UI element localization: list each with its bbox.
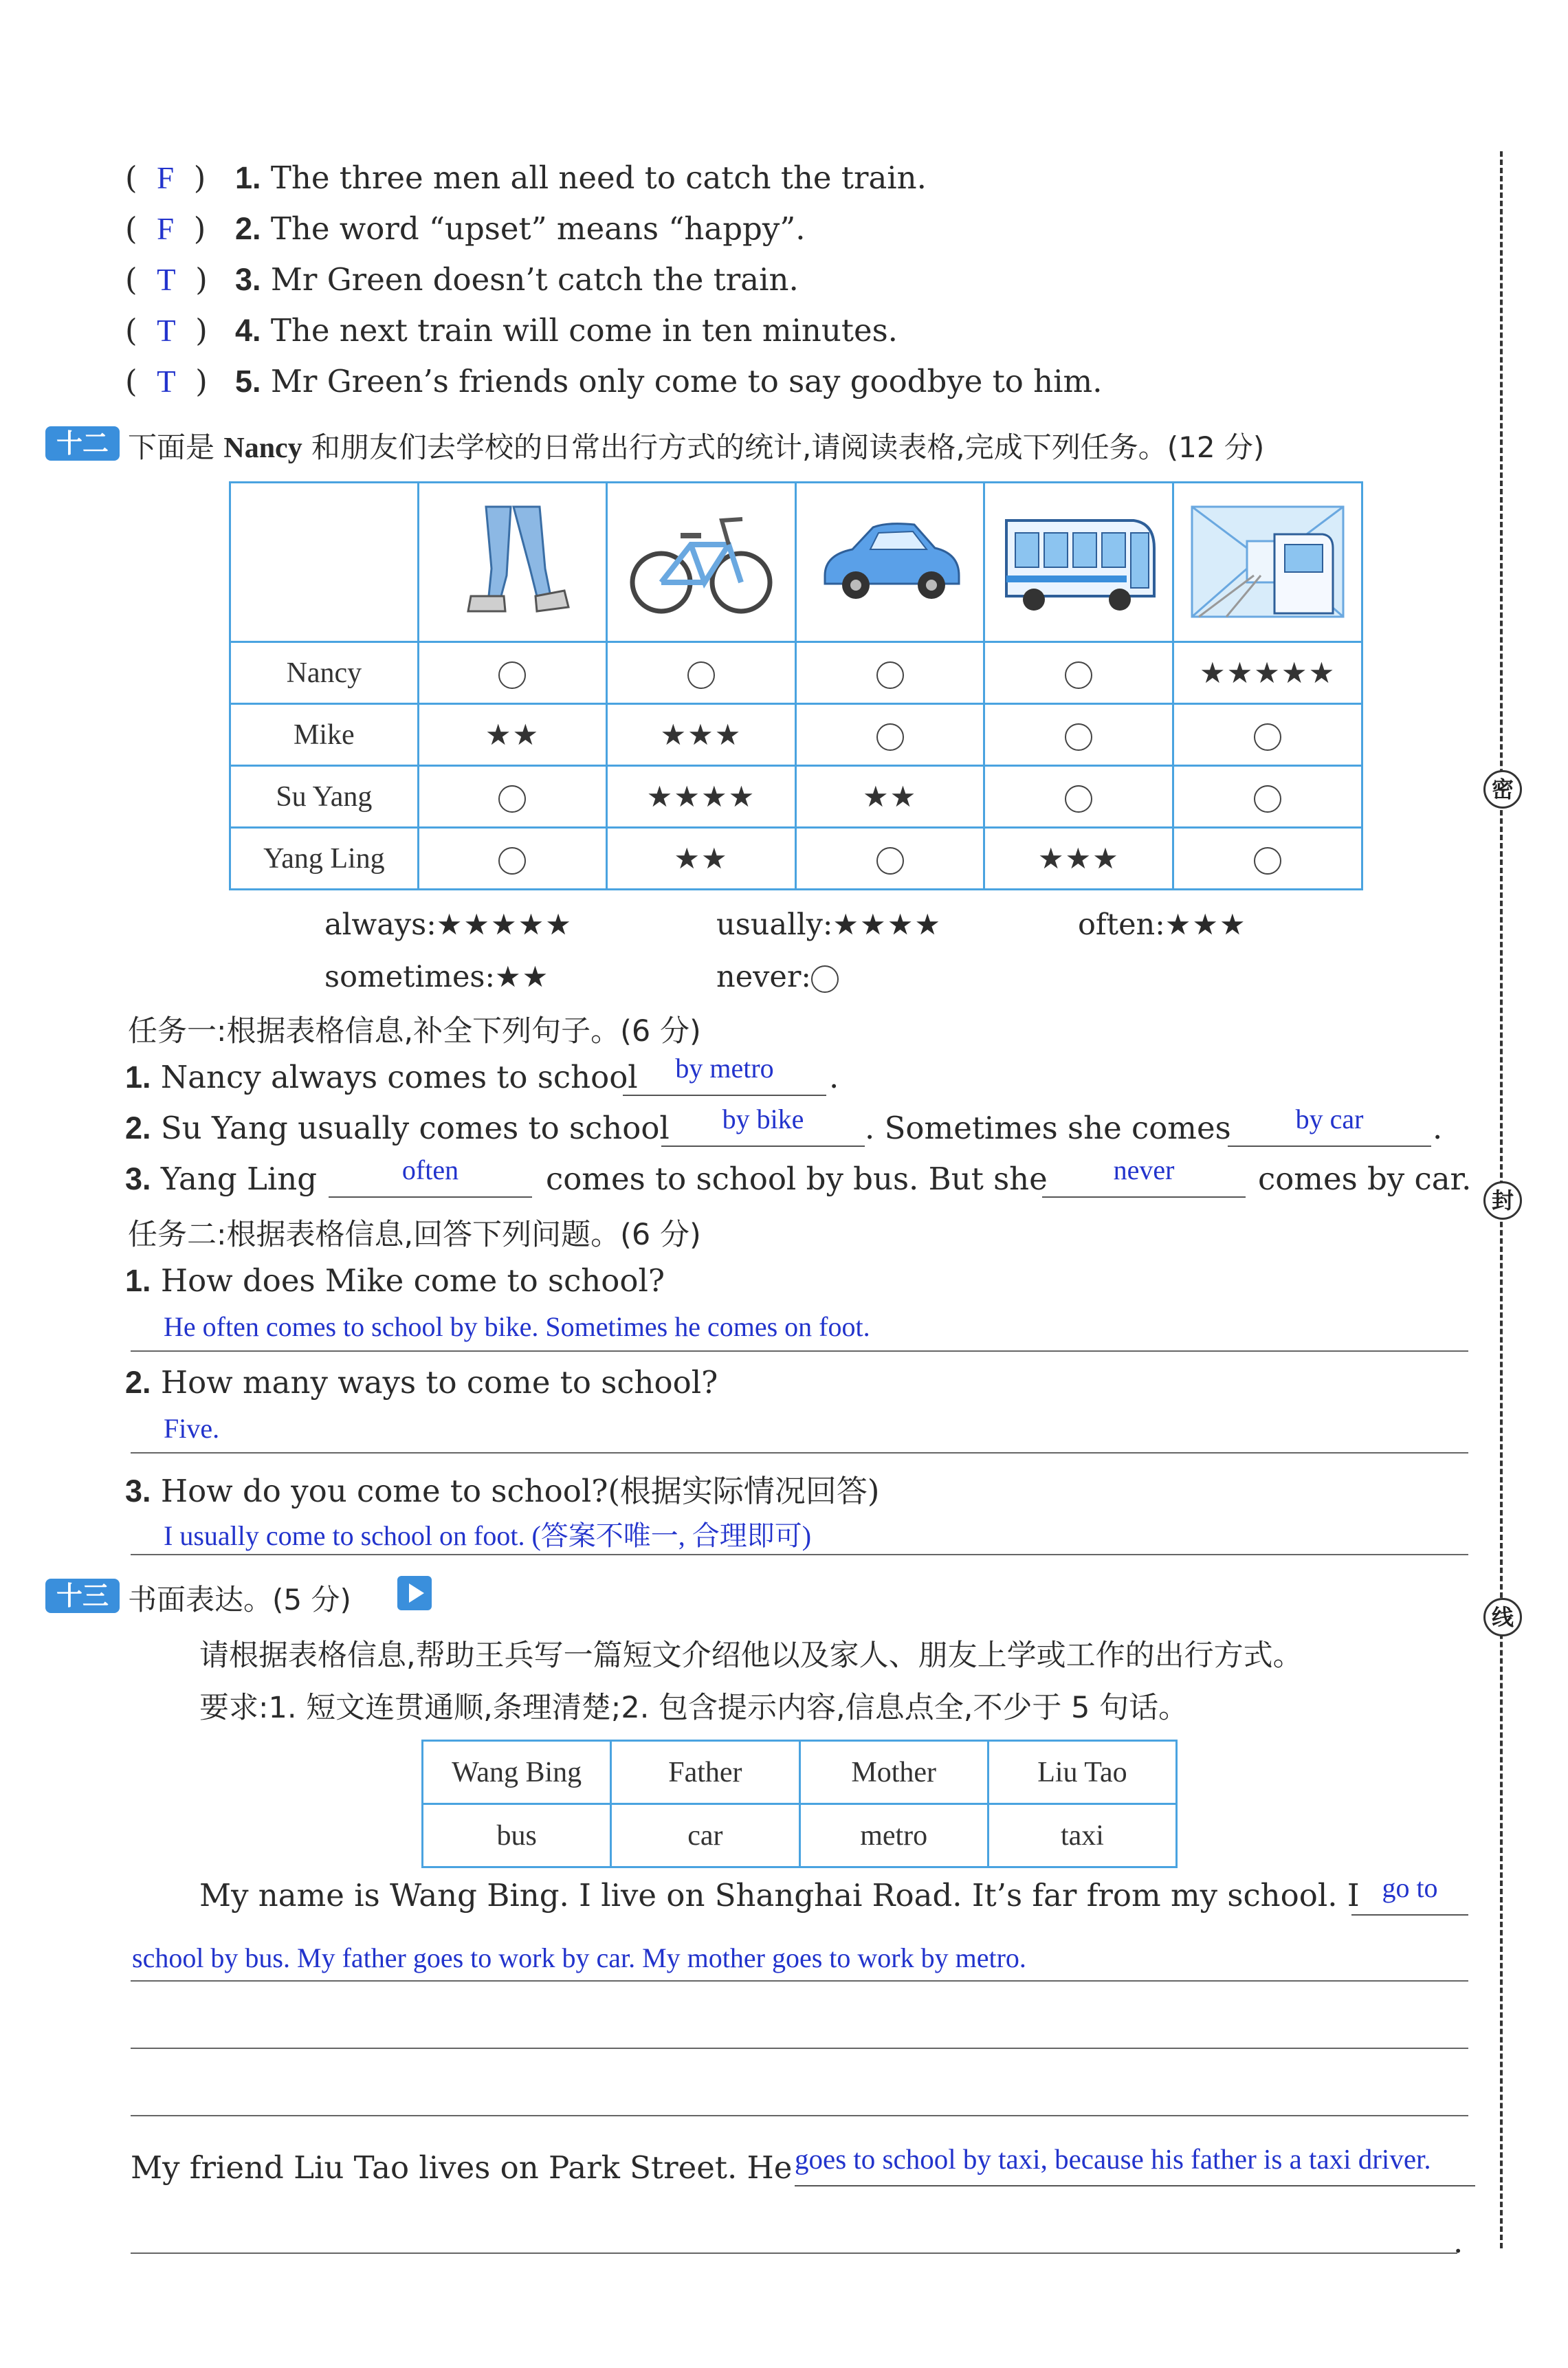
car-icon: [795, 483, 984, 642]
writing-line: [131, 1980, 1468, 1982]
task2-answer-2: Five.: [164, 1413, 220, 1444]
blank-line: [1351, 1914, 1468, 1916]
task1-q3: 3. Yang Ling: [125, 1161, 318, 1197]
writing-line: [131, 2252, 1457, 2254]
table-row-nancy: [230, 642, 1362, 704]
binding-mark-xian: 线: [1483, 1598, 1522, 1636]
q2-mid-text: . Sometimes she comes: [865, 1110, 1231, 1146]
table-cell: metro: [799, 1804, 988, 1867]
essay-answer-1: go to: [1382, 1872, 1438, 1903]
answer-blank-4: often: [401, 1154, 459, 1185]
essay-answer-2: school by bus. My father goes to work by car. My mother goes to work by metro.: [132, 1942, 1026, 1973]
essay-paragraph-2: My friend Liu Tao lives on Park Street. He: [131, 2149, 793, 2186]
binding-mark-mi: 密: [1483, 770, 1522, 809]
tf-item-4: ( T ) 4. The next train will come in ten minutes.: [125, 312, 898, 349]
task2-answer-3: I usually come to school on foot. (答案不唯一, 合理即可): [164, 1520, 812, 1551]
header-cell: Mother: [799, 1741, 988, 1804]
bus-icon: [984, 483, 1173, 642]
header-cell: Father: [611, 1741, 799, 1804]
period: .: [1433, 1110, 1443, 1146]
answer-blank-1: by metro: [675, 1053, 774, 1084]
icon-row: [230, 483, 1362, 642]
tf-item-5: ( T ) 5. Mr Green’s friends only come to say goodbye to him.: [125, 363, 1103, 399]
period: .: [1453, 2224, 1464, 2260]
never-circle-icon: [984, 766, 1173, 828]
header-cell: Liu Tao: [988, 1741, 1176, 1804]
section-13-badge: 十三: [45, 1579, 120, 1613]
tf-item-2: ( F ) 2. The word “upset” means “happy”.: [125, 210, 806, 247]
blank-line: [1228, 1145, 1431, 1147]
row-name: Su Yang: [230, 766, 419, 828]
commute-table-header: [423, 1741, 1177, 1804]
task2-answer-1: He often comes to school by bike. Sometimes he comes on foot.: [164, 1311, 870, 1342]
task1-heading: 任务一:根据表格信息,补全下列句子。(6 分): [128, 1014, 701, 1049]
blank-line: [623, 1095, 826, 1096]
never-circle-icon: [984, 704, 1173, 766]
legend-sometimes: sometimes:★★: [324, 960, 550, 994]
section-12-badge: 十二: [45, 426, 120, 461]
never-circle-icon: [607, 642, 796, 704]
section-12-title: 下面是 Nancy 和朋友们去学校的日常出行方式的统计,请阅读表格,完成下列任务。(12 分): [128, 430, 1265, 464]
writing-line: [131, 2115, 1468, 2116]
answer-blank-3: by car: [1295, 1104, 1364, 1134]
stars-cell: ★★: [795, 766, 984, 828]
task1-q2: 2. Su Yang usually comes to school: [125, 1110, 670, 1146]
tf-answer: F: [157, 212, 175, 246]
row-name: Nancy: [230, 642, 419, 704]
never-circle-icon: [795, 642, 984, 704]
binding-mark-feng: 封: [1483, 1181, 1522, 1220]
table-cell: car: [611, 1804, 799, 1867]
tf-answer: T: [157, 263, 176, 297]
task2-q1: 1. How does Mike come to school?: [125, 1262, 665, 1299]
task2-q2: 2. How many ways to come to school?: [125, 1364, 718, 1401]
essay-answer-3: goes to school by taxi, because his father is a taxi driver.: [795, 2143, 1431, 2175]
table-row-yang-ling: [230, 828, 1362, 890]
writing-line: [131, 2048, 1468, 2049]
table-row-su-yang: [230, 766, 1362, 828]
tf-item-3: ( T ) 3. Mr Green doesn’t catch the train.: [125, 261, 799, 298]
answer-line: [131, 1554, 1468, 1555]
metro-train-icon: [1173, 483, 1362, 642]
task2-q3: 3. How do you come to school?(根据实际情况回答): [125, 1473, 880, 1509]
transport-table: [229, 481, 1363, 890]
never-circle-icon: [795, 704, 984, 766]
q3-mid-text: comes to school by bus. But she: [546, 1161, 1048, 1197]
row-name: Mike: [230, 704, 419, 766]
blank-line: [1042, 1196, 1246, 1198]
never-circle-icon: [811, 965, 839, 993]
answer-blank-2: by bike: [722, 1104, 804, 1134]
tf-answer: T: [157, 314, 176, 348]
blank-line: [661, 1145, 865, 1147]
never-circle-icon: [984, 642, 1173, 704]
legend-always: always:★★★★★: [324, 908, 573, 942]
commute-table-row: [423, 1804, 1177, 1867]
stars-cell: ★★: [607, 828, 796, 890]
table-cell: taxi: [988, 1804, 1176, 1867]
table-cell: bus: [423, 1804, 611, 1867]
commute-table: [421, 1740, 1178, 1868]
stars-cell: ★★★★: [607, 766, 796, 828]
blank-header-cell: [230, 483, 419, 642]
answer-blank-5: never: [1113, 1154, 1175, 1185]
row-name: Yang Ling: [230, 828, 419, 890]
bicycle-icon: [607, 483, 796, 642]
task1-q1: 1. Nancy always comes to school: [125, 1059, 638, 1095]
period: .: [829, 1059, 839, 1095]
walking-legs-icon: [418, 483, 606, 642]
section-13-title: 书面表达。(5 分): [128, 1583, 351, 1616]
header-cell: Wang Bing: [423, 1741, 611, 1804]
blank-line: [329, 1196, 532, 1198]
stars-cell: ★★★★★: [1173, 642, 1362, 704]
play-video-icon[interactable]: [397, 1576, 432, 1610]
q3-end-text: comes by car.: [1258, 1161, 1472, 1197]
never-circle-icon: [795, 828, 984, 890]
answer-line: [131, 1452, 1468, 1454]
tf-item-1: ( F ) 1. The three men all need to catch the train.: [125, 160, 927, 196]
essay-paragraph-1: My name is Wang Bing. I live on Shanghai Road. It’s far from my school. I: [199, 1877, 1360, 1914]
never-circle-icon: [418, 766, 606, 828]
blank-line: [795, 2185, 1475, 2186]
legend-often: often:★★★: [1078, 908, 1247, 942]
stars-cell: ★★★: [607, 704, 796, 766]
never-circle-icon: [418, 642, 606, 704]
never-circle-icon: [1173, 766, 1362, 828]
never-circle-icon: [418, 828, 606, 890]
section-13-instruction-1: 请根据表格信息,帮助王兵写一篇短文介绍他以及家人、朋友上学或工作的出行方式。: [199, 1638, 1303, 1673]
tf-answer: T: [157, 364, 176, 399]
section-13-instruction-2: 要求:1. 短文连贯通顺,条理清楚;2. 包含提示内容,信息点全,不少于 5 句话。: [199, 1691, 1189, 1725]
legend-never: never:: [716, 960, 839, 994]
table-row-mike: [230, 704, 1362, 766]
stars-cell: ★★: [418, 704, 606, 766]
never-circle-icon: [1173, 828, 1362, 890]
answer-line: [131, 1350, 1468, 1352]
tf-answer: F: [157, 161, 175, 195]
task2-heading: 任务二:根据表格信息,回答下列问题。(6 分): [128, 1218, 701, 1252]
never-circle-icon: [1173, 704, 1362, 766]
legend-usually: usually:★★★★: [716, 908, 942, 942]
stars-cell: ★★★: [984, 828, 1173, 890]
